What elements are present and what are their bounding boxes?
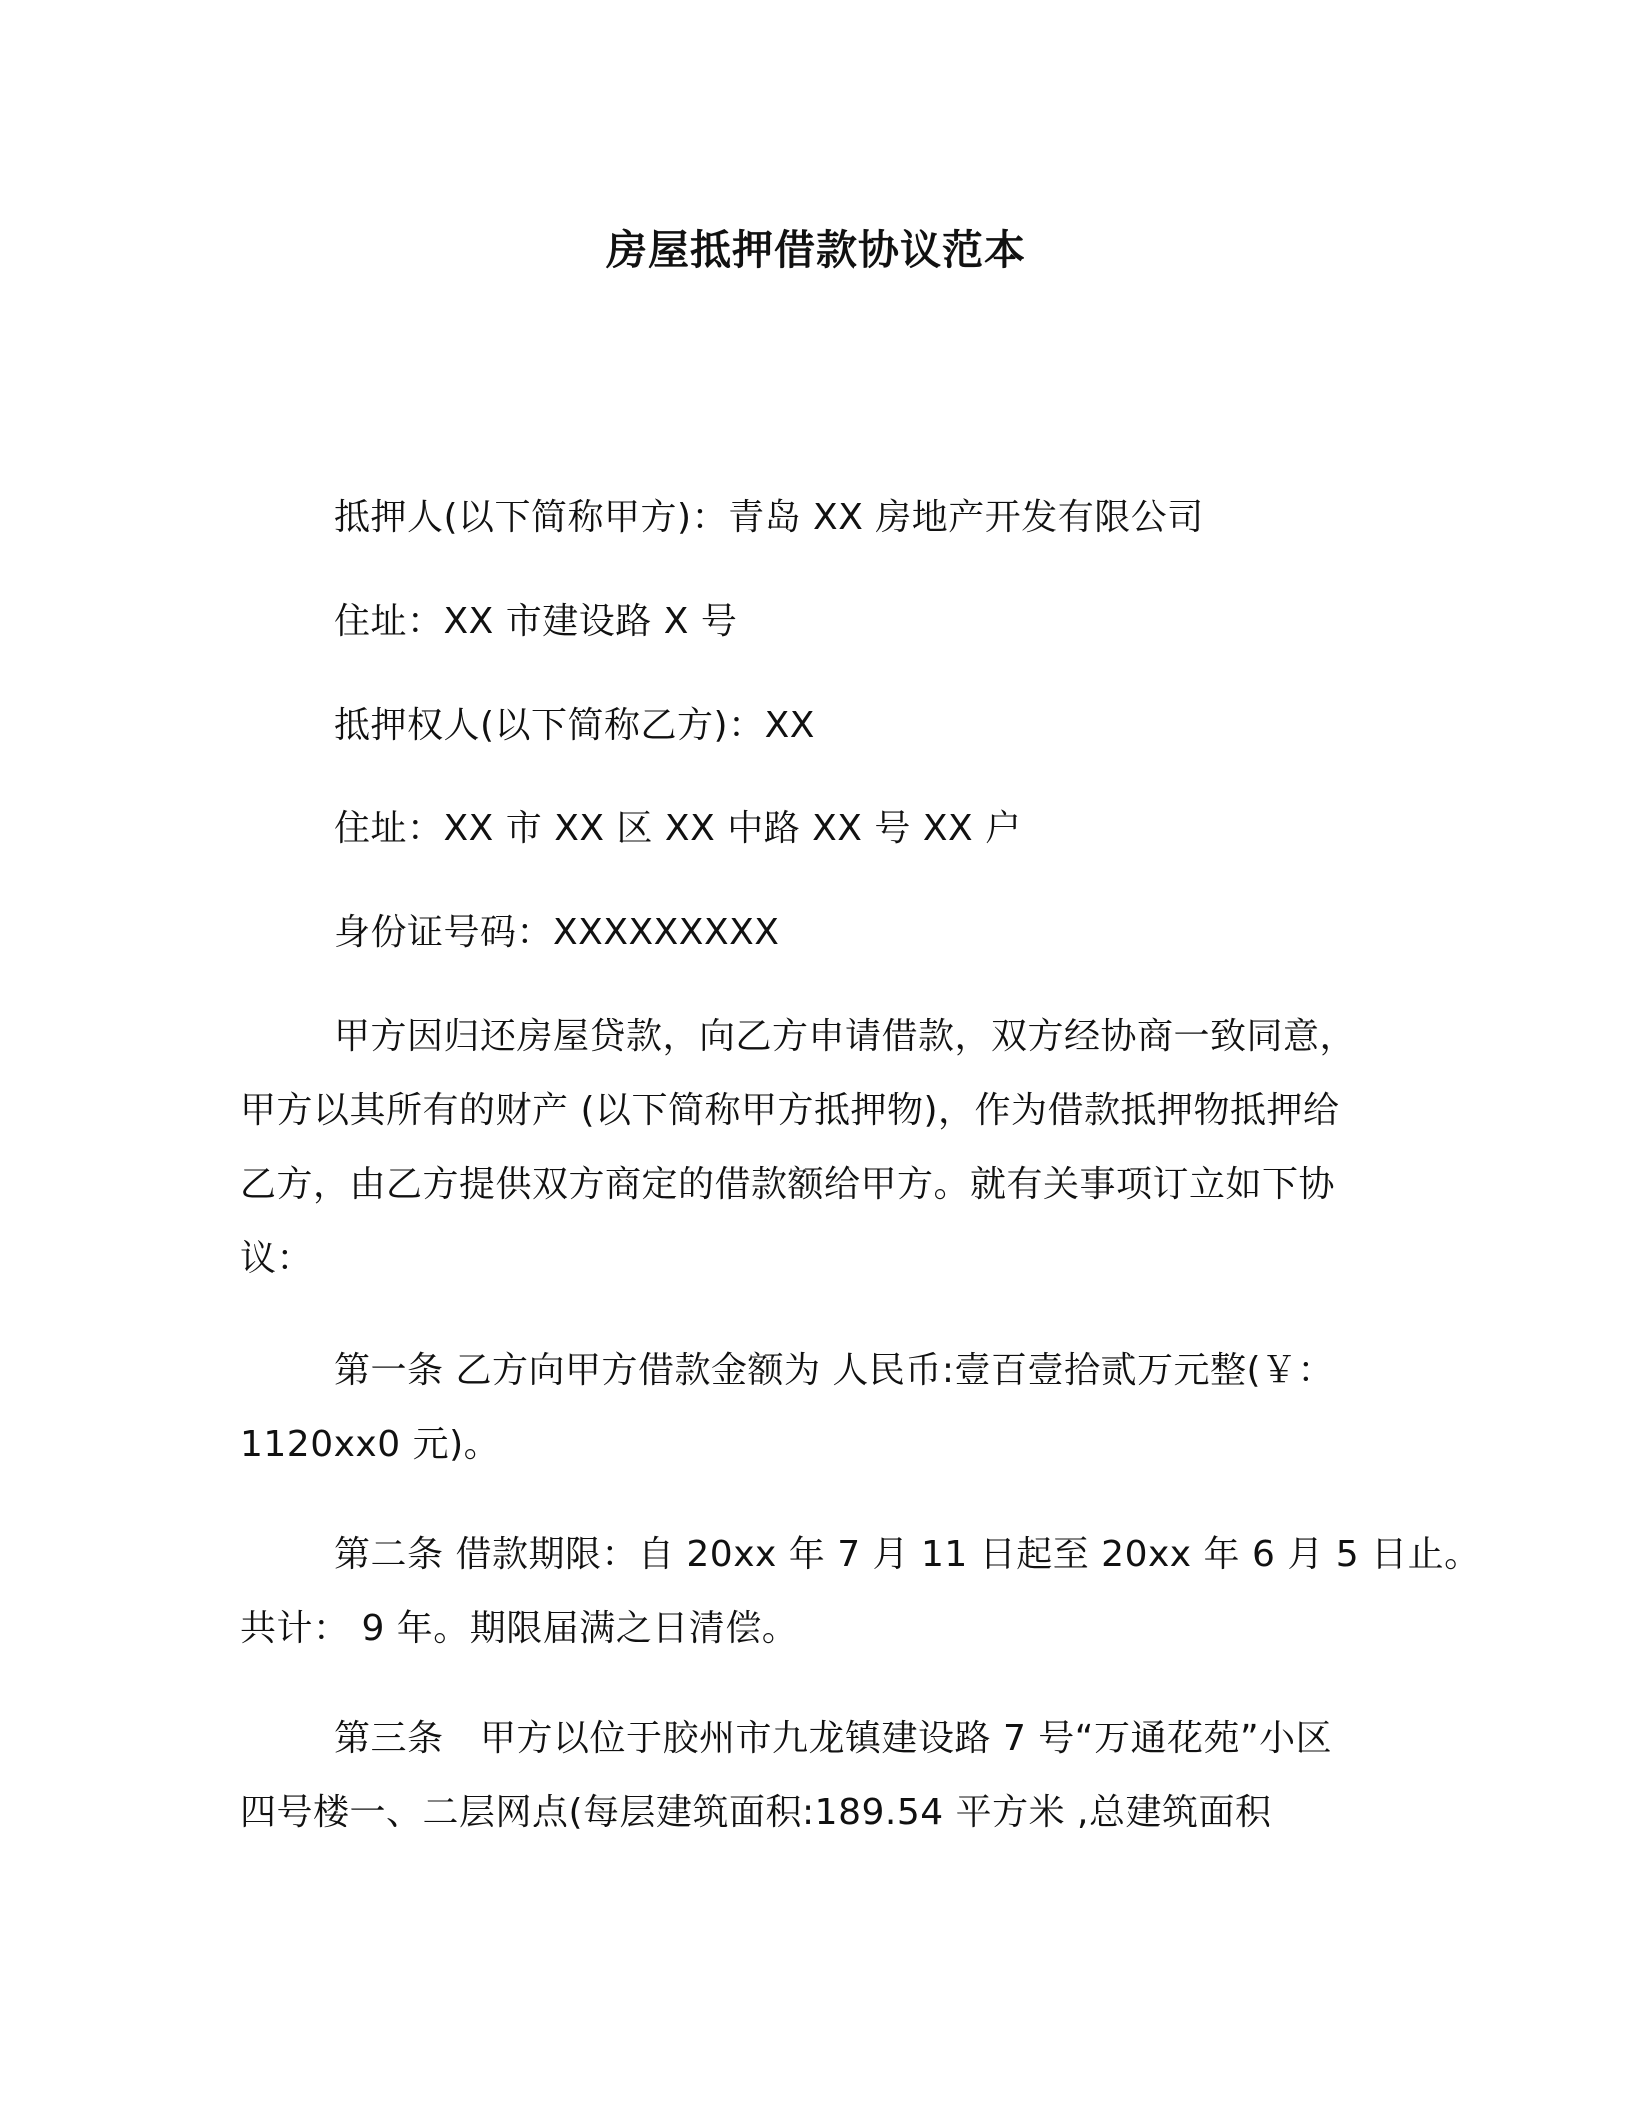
article-2-line: 第二条 借款期限：自 20xx 年 7 月 11 日起至 20xx 年 6 月 5 日止。 (334, 1534, 1481, 1575)
preamble-line: 乙方，由乙方提供双方商定的借款额给甲方。就有关事项订立如下协 (240, 1164, 1336, 1205)
preamble-line: 甲方因归还房屋贷款，向乙方申请借款，双方经协商一致同意， (334, 1016, 1357, 1057)
mortgagee-address-field: 住址：XX 市 XX 区 XX 中路 XX 号 XX 户 (334, 808, 1022, 849)
preamble-paragraph (240, 1000, 1420, 1296)
article-1-line: 1120xx0 元)。 (240, 1424, 501, 1465)
article-2-paragraph (240, 1518, 1481, 1666)
preamble-line: 甲方以其所有的财产 (以下简称甲方抵押物)，作为借款抵押物抵押给 (240, 1090, 1340, 1131)
article-3-line: 四号楼一、二层网点(每层建筑面积:189.54 平方米 ,总建筑面积 (240, 1792, 1272, 1833)
article-3-line: 第三条 甲方以位于胶州市九龙镇建设路 7 号“万通花苑”小区 (334, 1718, 1333, 1759)
article-1-paragraph (240, 1334, 1420, 1482)
id-number-field: 身份证号码：XXXXXXXXX (334, 912, 780, 953)
mortgagee-field: 抵押权人(以下简称乙方)：XX (334, 705, 815, 746)
preamble-line: 议： (240, 1238, 314, 1279)
mortgagor-address-field: 住址：XX 市建设路 X 号 (334, 601, 738, 642)
article-1-line: 第一条 乙方向甲方借款金额为 人民币:壹百壹拾贰万元整(￥： (334, 1350, 1335, 1391)
article-2-line: 共计： 9 年。期限届满之日清偿。 (240, 1608, 799, 1649)
article-3-paragraph (240, 1702, 1420, 1850)
mortgagor-field: 抵押人(以下简称甲方)：青岛 XX 房地产开发有限公司 (334, 497, 1204, 538)
document-title: 房屋抵押借款协议范本 (606, 226, 1026, 274)
